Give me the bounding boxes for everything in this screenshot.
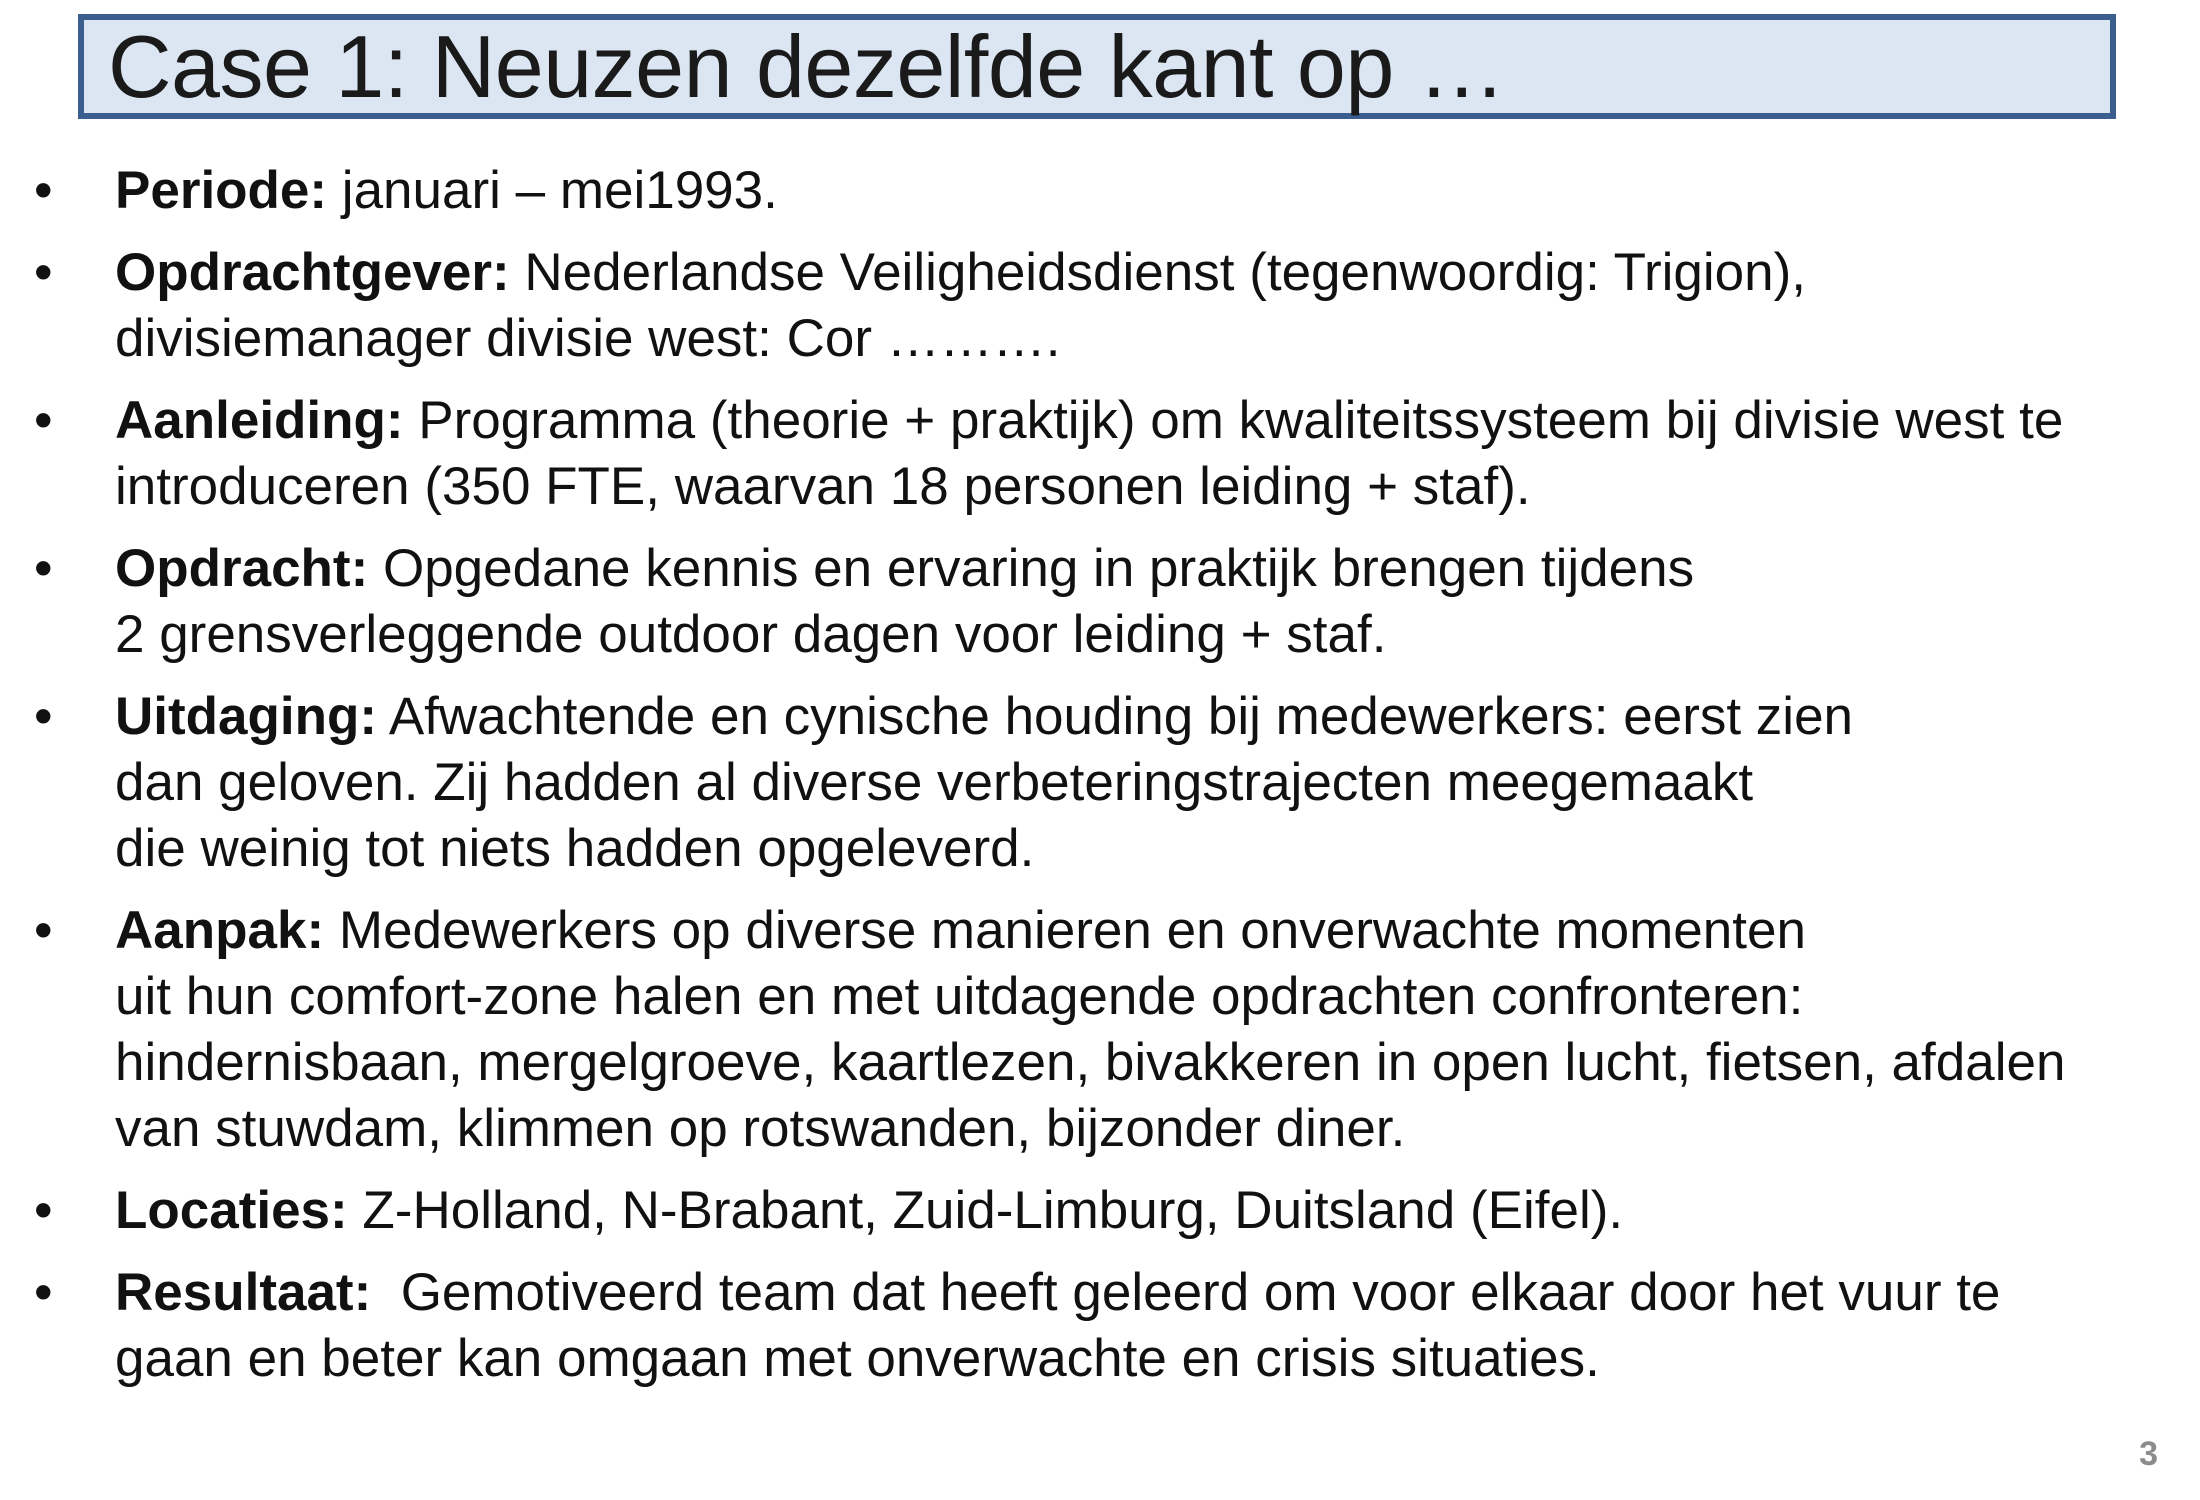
bullet-line: [115, 1260, 2190, 1326]
bullet-text: Medewerkers op diverse manieren en onverwachte momenten: [338, 901, 1806, 960]
bullet-label: Opdracht:: [115, 539, 369, 598]
bullet-item: [0, 536, 2200, 668]
bullet-dot-icon: •: [34, 1263, 53, 1322]
bullet-dot-icon: •: [34, 243, 53, 302]
page-number: 3: [2139, 1435, 2158, 1473]
bullet-text: uit hun comfort-zone halen en met uitdagende opdrachten confronteren:: [115, 967, 1804, 1026]
bullet-line: [115, 1178, 2190, 1244]
bullet-line: [115, 964, 2190, 1030]
bullet-line: [115, 1096, 2190, 1162]
bullet-dot-icon: •: [34, 1181, 53, 1240]
bullet-dot-icon: •: [34, 687, 53, 746]
bullet-text: Nederlandse Veiligheidsdienst (tegenwoordig: Trigion),: [524, 243, 1806, 302]
bullet-text: Z-Holland, N-Brabant, Zuid-Limburg, Duitsland (Eifel).: [362, 1181, 1624, 1240]
bullet-line: [115, 684, 2190, 750]
bullet-dot-icon: •: [34, 391, 53, 450]
slide-title: Case 1: Neuzen dezelfde kant op …: [108, 16, 1506, 116]
bullet-text: 2 grensverleggende outdoor dagen voor leiding + staf.: [115, 605, 1387, 664]
bullet-label: Aanleiding:: [115, 391, 404, 450]
bullet-line: [115, 750, 2190, 816]
bullet-line: [115, 454, 2190, 520]
bullet-label: Uitdaging:: [115, 687, 377, 746]
bullet-item: [0, 1178, 2200, 1244]
bullet-text: divisiemanager divisie west: Cor ……….: [115, 309, 1061, 368]
bullet-text: dan geloven. Zij hadden al diverse verbeteringstrajecten meegemaakt: [115, 753, 1754, 812]
bullet-item: [0, 684, 2200, 882]
bullet-item: [0, 158, 2200, 224]
bullet-text: Opgedane kennis en ervaring in praktijk brengen tijdens: [382, 539, 1695, 598]
title-box: [78, 14, 2116, 119]
bullet-line: [115, 1030, 2190, 1096]
bullet-text: Afwachtende en cynische houding bij medewerkers: eerst zien: [388, 687, 1854, 746]
bullet-line: [115, 816, 2190, 882]
bullet-label: Periode:: [115, 161, 328, 220]
bullet-item: [0, 240, 2200, 372]
bullet-text: januari – mei1993.: [341, 161, 778, 220]
bullet-line: [115, 158, 2190, 224]
bullet-dot-icon: •: [34, 161, 53, 220]
bullet-text: introduceren (350 FTE, waarvan 18 personen leiding + staf).: [115, 457, 1531, 516]
bullet-dot-icon: •: [34, 539, 53, 598]
bullet-line: [115, 388, 2190, 454]
bullet-item: [0, 388, 2200, 520]
bullet-text: die weinig tot niets hadden opgeleverd.: [115, 819, 1035, 878]
bullet-line: [115, 602, 2190, 668]
bullet-line: [115, 898, 2190, 964]
bullet-list: [0, 158, 2200, 1408]
bullet-label: Opdrachtgever:: [115, 243, 510, 302]
bullet-line: [115, 536, 2190, 602]
bullet-label: Aanpak:: [115, 901, 325, 960]
bullet-line: [115, 306, 2190, 372]
bullet-text: hindernisbaan, mergelgroeve, kaartlezen, bivakkeren in open lucht, fietsen, afdalen: [115, 1033, 2066, 1092]
bullet-text: Gemotiveerd team dat heeft geleerd om voor elkaar door het vuur te: [385, 1263, 2001, 1322]
bullet-text: Programma (theorie + praktijk) om kwaliteitssysteem bij divisie west te: [418, 391, 2064, 450]
bullet-item: [0, 898, 2200, 1162]
bullet-label: Locaties:: [115, 1181, 348, 1240]
bullet-text: gaan en beter kan omgaan met onverwachte en crisis situaties.: [115, 1329, 1600, 1388]
bullet-label: Resultaat:: [115, 1263, 372, 1322]
bullet-dot-icon: •: [34, 901, 53, 960]
bullet-item: [0, 1260, 2200, 1392]
bullet-text: van stuwdam, klimmen op rotswanden, bijzonder diner.: [115, 1099, 1406, 1158]
bullet-line: [115, 240, 2190, 306]
bullet-line: [115, 1326, 2190, 1392]
